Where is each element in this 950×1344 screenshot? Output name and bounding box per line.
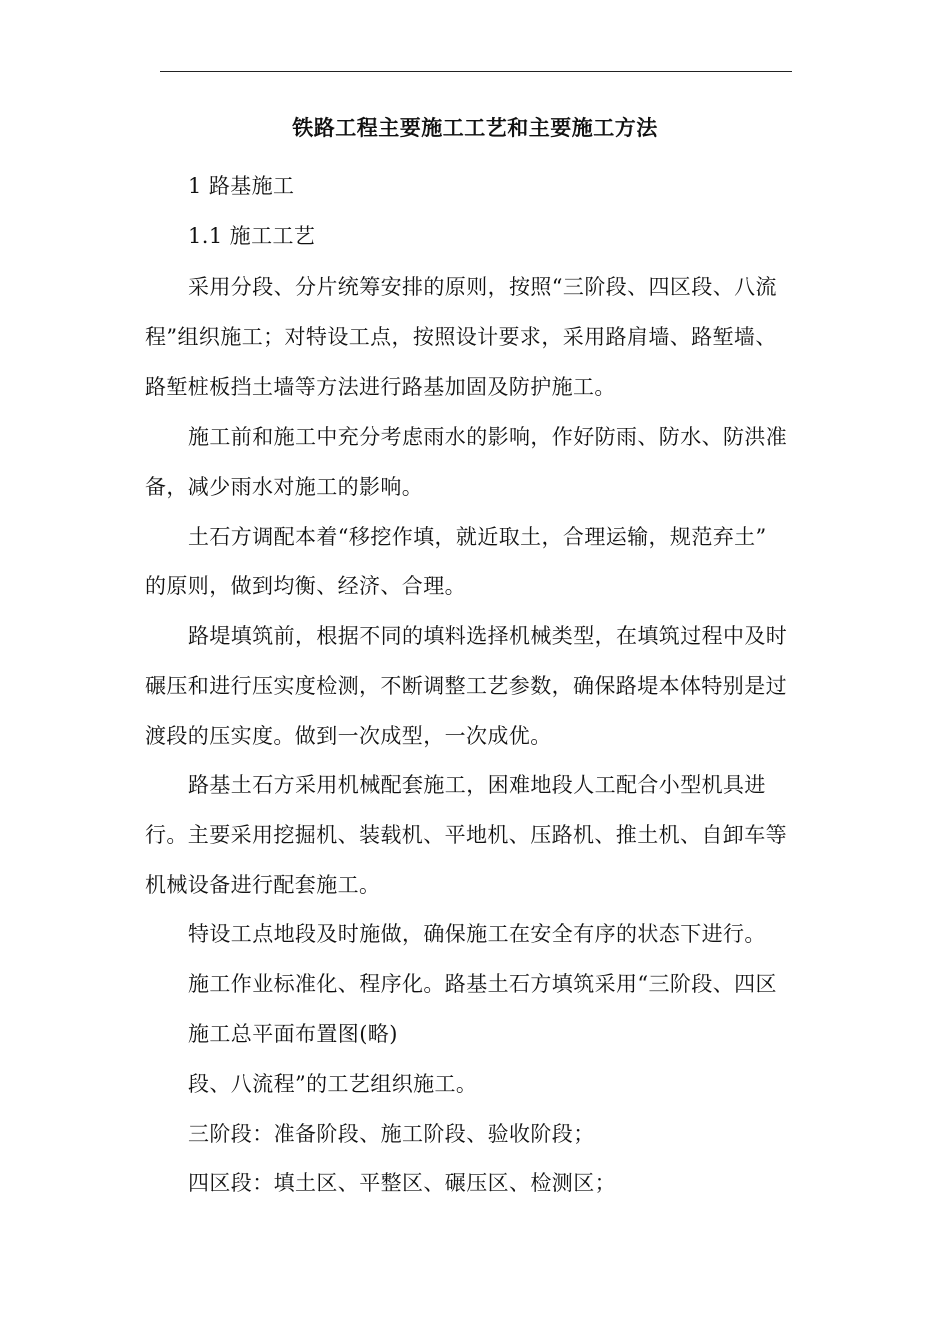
paragraph-line: 机械设备进行配套施工。 [145, 873, 381, 897]
paragraph-line: 特设工点地段及时施做，确保施工在安全有序的状态下进行。 [188, 922, 766, 946]
paragraph-line: 行。主要采用挖掘机、装载机、平地机、压路机、推土机、自卸车等 [145, 823, 787, 847]
paragraph-line: 程”组织施工；对特设工点，按照设计要求，采用路肩墙、路堑墙、 [145, 325, 777, 349]
paragraph-line: 渡段的压实度。做到一次成型，一次成优。 [145, 724, 552, 748]
paragraph-line: 碾压和进行压实度检测，不断调整工艺参数，确保路堤本体特别是过 [145, 674, 787, 698]
paragraph-line: 采用分段、分片统筹安排的原则，按照“三阶段、四区段、八流 [188, 275, 777, 299]
paragraph-line: 的原则，做到均衡、经济、合理。 [145, 574, 466, 598]
paragraph-line: 四区段：填土区、平整区、碾压区、检测区； [188, 1171, 616, 1195]
paragraph-line: 土石方调配本着“移挖作填，就近取土，合理运输，规范弃土” [188, 525, 767, 549]
figure-caption: 施工总平面布置图(略) [188, 1022, 398, 1046]
paragraph-line: 备，减少雨水对施工的影响。 [145, 475, 424, 499]
paragraph-line: 三阶段：准备阶段、施工阶段、验收阶段； [188, 1122, 595, 1146]
paragraph-line: 施工作业标准化、程序化。路基土石方填筑采用“三阶段、四区 [188, 972, 777, 996]
paragraph-line: 路基土石方采用机械配套施工，困难地段人工配合小型机具进 [188, 773, 766, 797]
subsection-heading: 1.1 施工工艺 [188, 224, 316, 248]
paragraph-line: 路堤填筑前，根据不同的填料选择机械类型，在填筑过程中及时 [188, 624, 788, 648]
document-title: 铁路工程主要施工工艺和主要施工方法 [292, 115, 658, 140]
section-heading: 1 路基施工 [188, 174, 295, 198]
header-rule [160, 71, 792, 72]
paragraph-line: 施工前和施工中充分考虑雨水的影响，作好防雨、防水、防洪准 [188, 425, 788, 449]
paragraph-line: 路堑桩板挡土墙等方法进行路基加固及防护施工。 [145, 375, 616, 399]
paragraph-line: 段、八流程”的工艺组织施工。 [188, 1072, 478, 1096]
